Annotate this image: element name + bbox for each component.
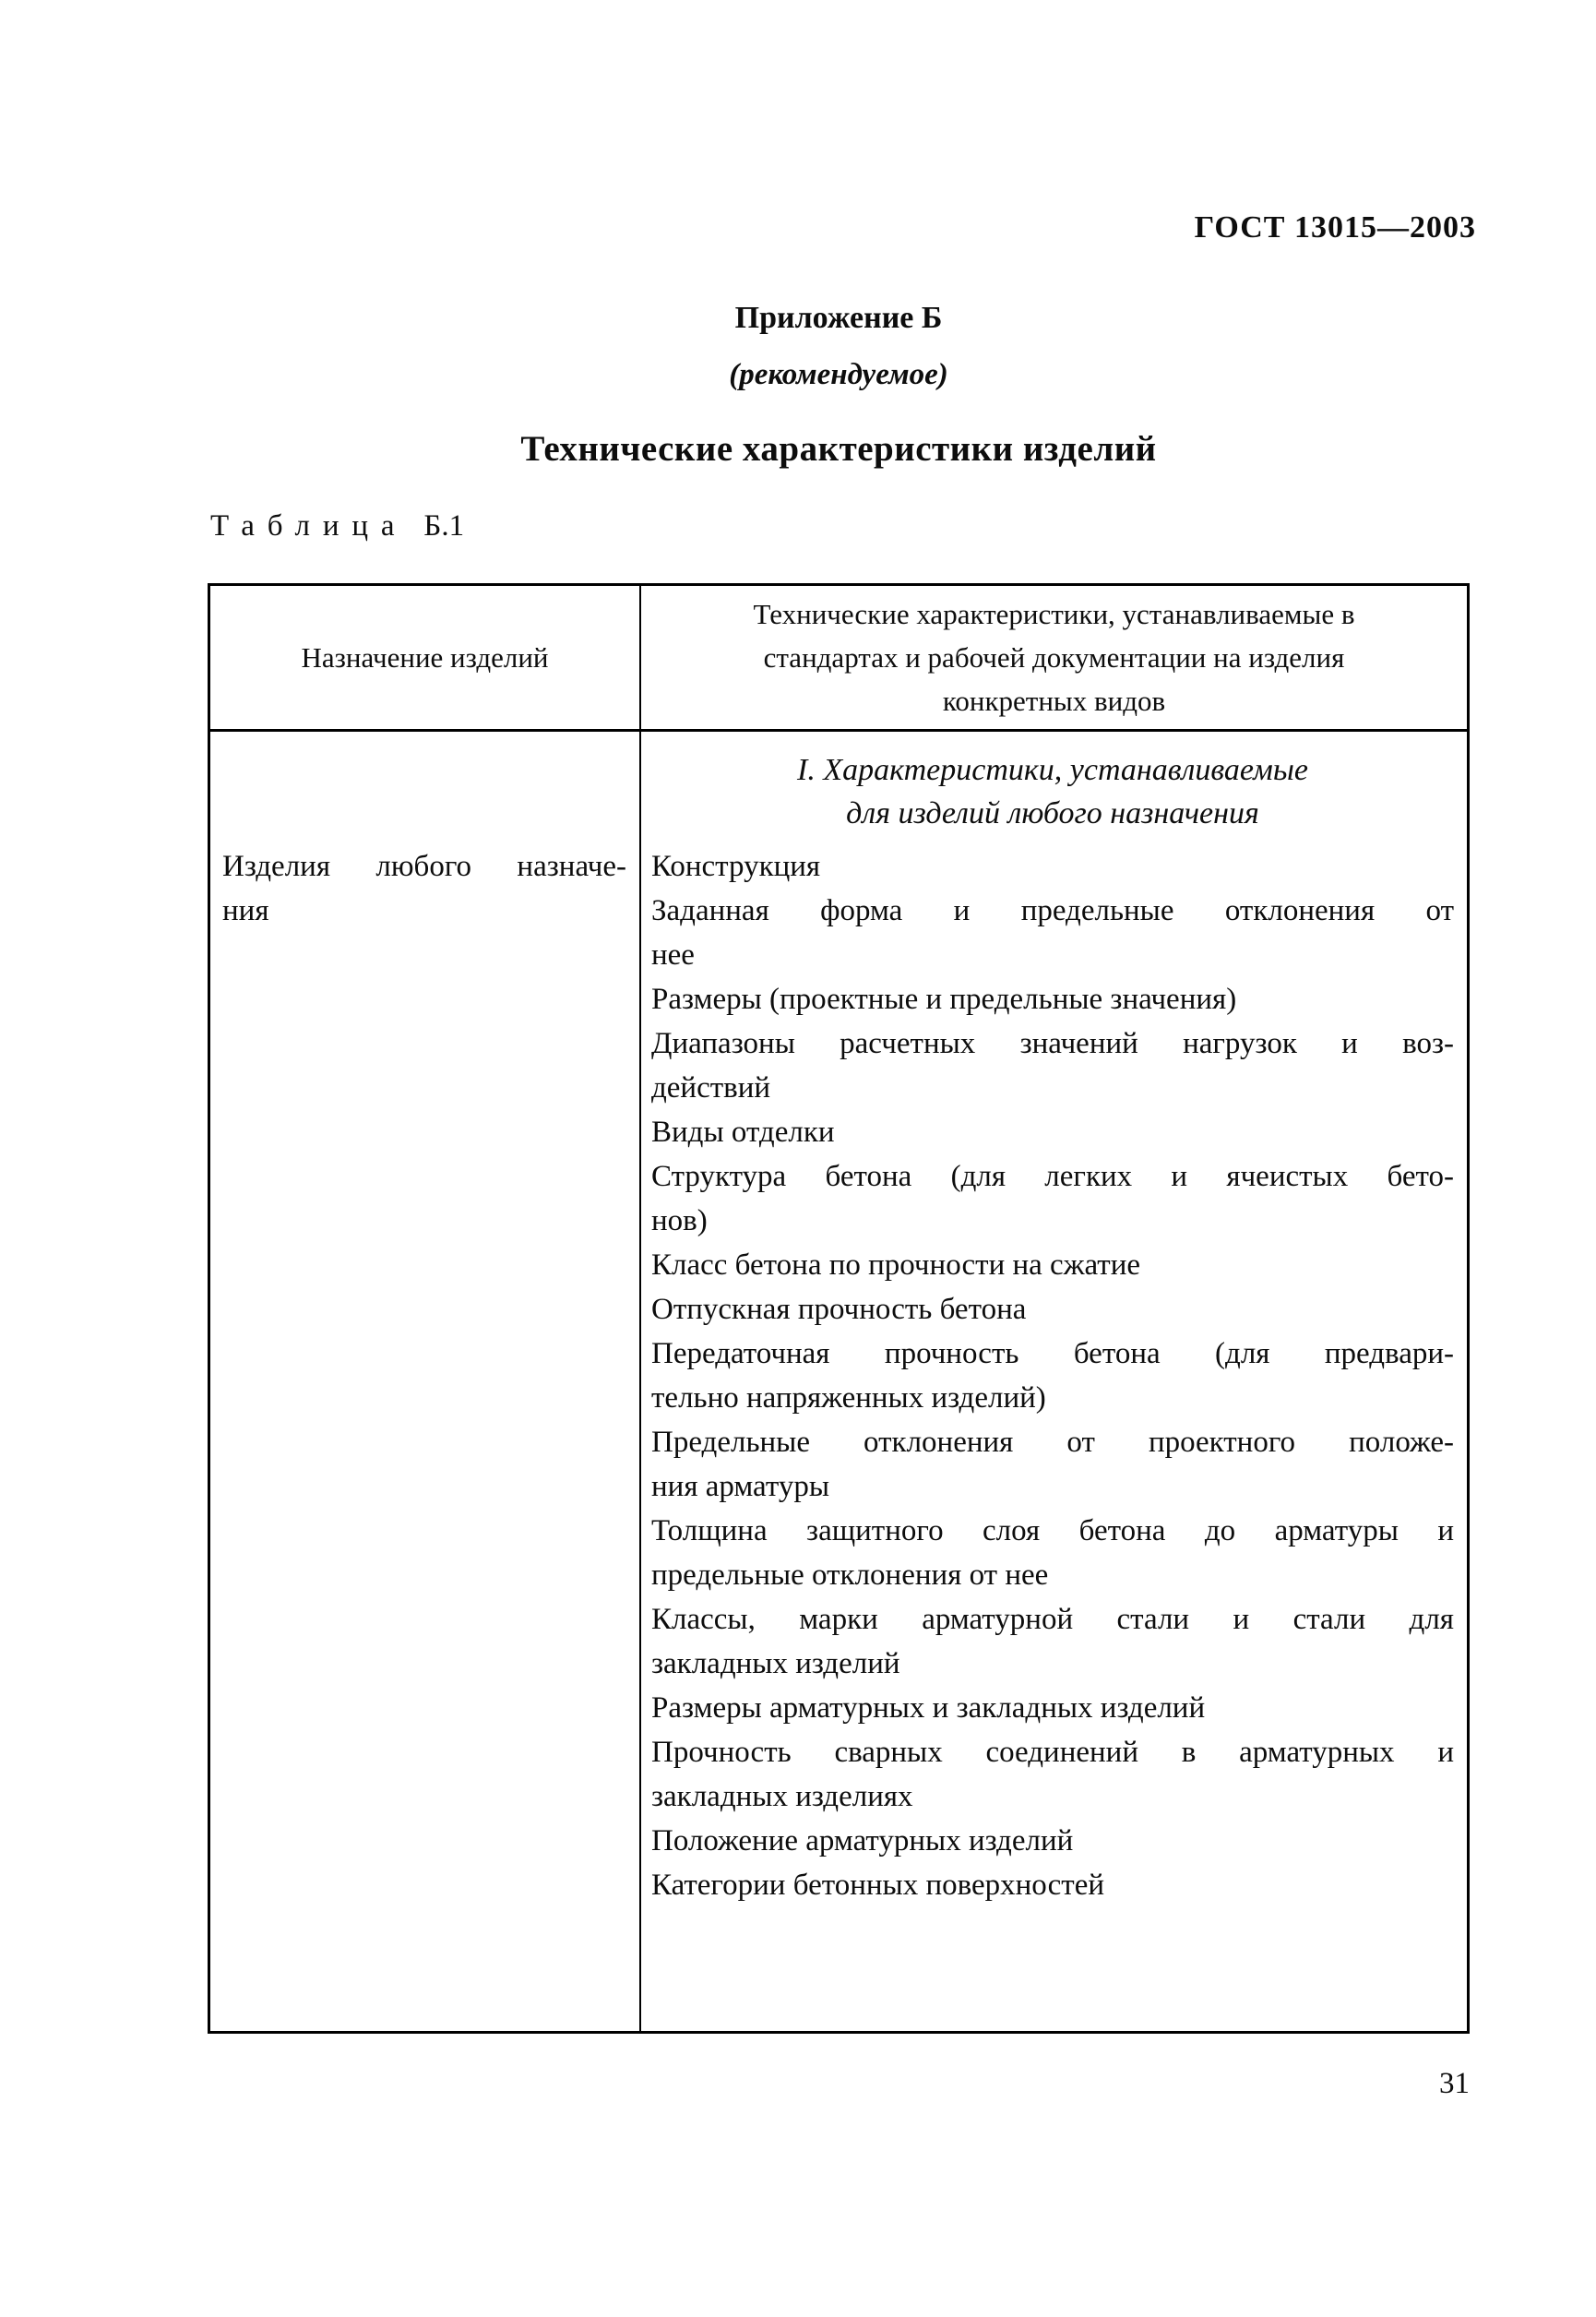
list-item bbox=[651, 1509, 1454, 1597]
table-caption-label: Таблица bbox=[210, 509, 408, 543]
text-line: Передаточная прочность бетона (для предвари- bbox=[651, 1337, 1454, 1370]
list-item bbox=[651, 1730, 1454, 1819]
text-line: Отпускная прочность бетона bbox=[651, 1293, 1027, 1326]
text-line: Класс бетона по прочности на сжатие bbox=[651, 1248, 1141, 1282]
list-item bbox=[651, 1332, 1454, 1420]
text-line: Классы, марки арматурной стали и стали для bbox=[651, 1603, 1454, 1636]
table-cell-purpose bbox=[210, 732, 641, 2031]
list-item bbox=[651, 1420, 1454, 1509]
table-header-cell-characteristics bbox=[641, 586, 1467, 729]
text-line: тельно напряженных изделий) bbox=[651, 1381, 1046, 1415]
text-line: действий bbox=[651, 1071, 771, 1105]
page-number: 31 bbox=[1439, 2067, 1470, 2100]
text-line: конкретных видов bbox=[942, 685, 1166, 717]
text-line: ния арматуры bbox=[651, 1470, 830, 1503]
document-code: ГОСТ 13015—2003 bbox=[1194, 210, 1476, 245]
text-line: стандартах и рабочей документации на изделия bbox=[763, 641, 1345, 674]
text-line: Заданная форма и предельные отклонения от bbox=[651, 894, 1454, 927]
list-item bbox=[651, 1287, 1454, 1332]
list-item bbox=[651, 1110, 1454, 1154]
text-line: Технические характеристики, устанавливаемые в bbox=[753, 598, 1355, 630]
text-line: Размеры арматурных и закладных изделий bbox=[651, 1691, 1206, 1725]
text-line: закладных изделиях bbox=[651, 1780, 913, 1813]
list-item bbox=[651, 1819, 1454, 1863]
text-line: I. Характеристики, устанавливаемые bbox=[797, 753, 1308, 787]
text-line: Прочность сварных соединений в арматурных и bbox=[651, 1736, 1454, 1769]
text-line: для изделий любого назначения bbox=[846, 796, 1259, 830]
list-item bbox=[651, 1243, 1454, 1287]
table-cell-characteristics bbox=[641, 732, 1467, 2031]
list-item bbox=[651, 1021, 1454, 1110]
table-caption-number: Б.1 bbox=[423, 509, 465, 543]
text-line: Виды отделки bbox=[651, 1116, 835, 1149]
text-line: предельные отклонения от нее bbox=[651, 1559, 1049, 1592]
text-line: Конструкция bbox=[651, 850, 821, 883]
table-header-row bbox=[210, 586, 1467, 732]
list-item bbox=[651, 1154, 1454, 1243]
text-line: Категории бетонных поверхностей bbox=[651, 1869, 1105, 1902]
appendix-label: Приложение Б bbox=[734, 301, 943, 335]
list-item bbox=[651, 1597, 1454, 1686]
list-item bbox=[651, 977, 1454, 1021]
table-header-cell-purpose bbox=[210, 586, 641, 729]
table-body-row bbox=[210, 732, 1467, 2031]
page-title: Технические характеристики изделий bbox=[520, 429, 1157, 469]
characteristics-list bbox=[651, 844, 1454, 1907]
text-line: Структура бетона (для легких и ячеистых бето- bbox=[651, 1160, 1454, 1193]
list-item bbox=[651, 889, 1454, 977]
list-item bbox=[651, 1863, 1454, 1907]
text-line: закладных изделий bbox=[651, 1647, 900, 1680]
text-line: нее bbox=[651, 938, 695, 972]
section-heading bbox=[651, 748, 1454, 835]
characteristics-table bbox=[208, 583, 1470, 2034]
appendix-note: (рекомендуемое) bbox=[729, 358, 948, 391]
list-item bbox=[651, 844, 1454, 889]
table-caption bbox=[210, 509, 464, 543]
text-line: ния bbox=[222, 894, 269, 927]
text-line: Диапазоны расчетных значений нагрузок и воз- bbox=[651, 1027, 1454, 1060]
text-line: Изделия любого назначе- bbox=[222, 850, 626, 883]
text-line: Положение арматурных изделий bbox=[651, 1824, 1074, 1857]
text-line: Толщина защитного слоя бетона до арматуры и bbox=[651, 1514, 1454, 1547]
header-purpose-label: Назначение изделий bbox=[301, 640, 549, 674]
text-line: нов) bbox=[651, 1204, 708, 1237]
text-line: Предельные отклонения от проектного положе- bbox=[651, 1426, 1454, 1459]
text-line: Размеры (проектные и предельные значения) bbox=[651, 983, 1237, 1016]
list-item bbox=[651, 1686, 1454, 1730]
